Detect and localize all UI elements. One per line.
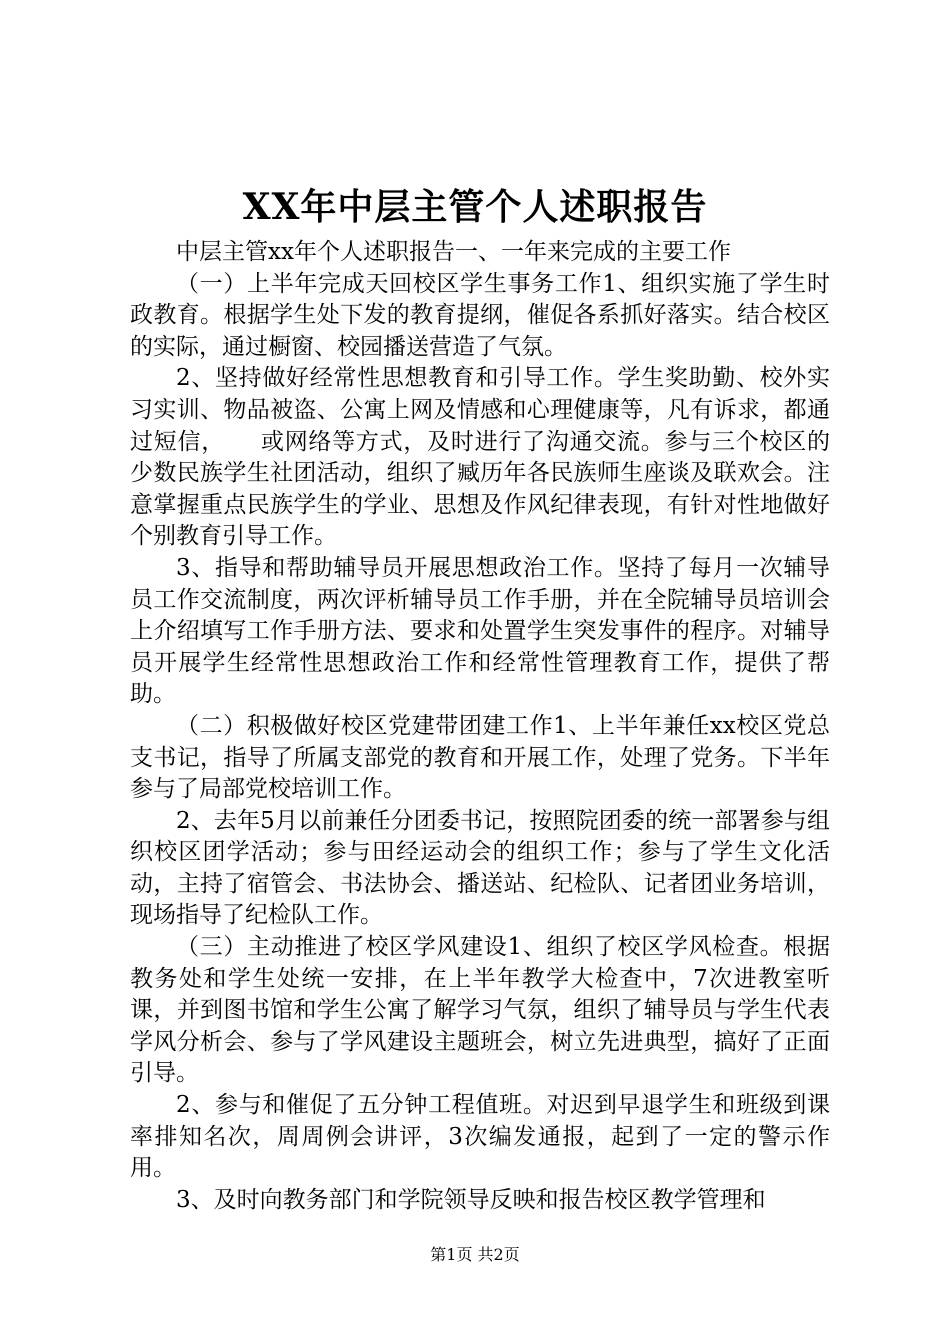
document-title: XX年中层主管个人述职报告 (242, 186, 708, 228)
paragraph-section-1-item-2: 2、坚持做好经常性思想教育和引导工作。学生奖助勤、校外实习实训、物品被盗、公寓上网及情感和心理健康等，凡有诉求，都通过短信， 或网络等方式，及时进行了沟通交流。参与三个校区的少数民族学生社团活动，组织了臧历年各民族师生座谈及联欢会。注意掌握重点民族学生的学业、思想及作风纪律表现，有针对性地做好个别教育引导工作。 (130, 365, 830, 550)
paragraph-section-1-item-3: 3、指导和帮助辅导员开展思想政治工作。坚持了每月一次辅导员工作交流制度，两次评析辅导员工作手册，并在全院辅导员培训会上介绍填写工作手册方法、要求和处置学生突发事件的程序。对辅导员开展学生经常性思想政治工作和经常性管理教育工作，提供了帮助。 (130, 554, 830, 708)
paragraph-section-3-item-2: 2、参与和催促了五分钟工程值班。对迟到早退学生和班级到课率排知名次，周周例会讲评，3次编发通报，起到了一定的警示作用。 (130, 1092, 830, 1182)
paragraph-intro: 中层主管xx年个人述职报告一、一年来完成的主要工作 (176, 239, 731, 265)
page-number-footer: 第1页 共2页 (430, 1245, 520, 1264)
paragraph-section-2-item-2: 2、去年5月以前兼任分团委书记，按照院团委的统一部署参与组织校区团学活动；参与田经运动会的组织工作；参与了学生文化活动，主持了宿管会、书法协会、播送站、纪检队、记者团业务培训，现场指导了纪检队工作。 (130, 807, 830, 929)
paragraph-section-1: （一）上半年完成天回校区学生事务工作1、组织实施了学生时政教育。根据学生处下发的教育提纲，催促各系抓好落实。结合校区的实际，通过橱窗、校园播送营造了气氛。 (130, 270, 830, 360)
paragraph-section-3-item-3: 3、及时向教务部门和学院领导反映和报告校区教学管理和 (176, 1186, 766, 1213)
document-body (130, 237, 830, 1216)
paragraph-section-2: （二）积极做好校区党建带团建工作1、上半年兼任xx校区党总支书记，指导了所属支部党的教育和开展工作，处理了党务。下半年参与了局部党校培训工作。 (130, 712, 830, 803)
paragraph-section-3: （三）主动推进了校区学风建设1、组织了校区学风检查。根据教务处和学生处统一安排，在上半年教学大检查中，7次进教室听课，并到图书馆和学生公寓了解学习气氛，组织了辅导员与学生代表学风分析会、参与了学风建设主题班会，树立先进典型，搞好了正面引导。 (130, 934, 830, 1087)
